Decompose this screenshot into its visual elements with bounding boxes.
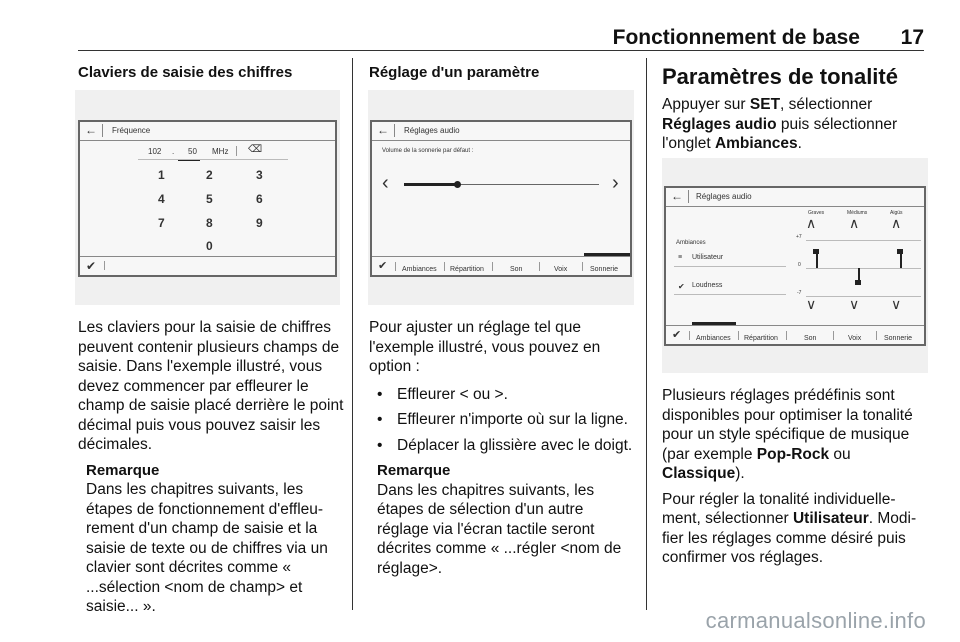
scale-top: +7 [796,234,802,240]
graves-up-icon: ∧ [806,215,817,231]
decrease-arrow-icon: ‹ [382,172,389,194]
entry-point: . [172,147,175,156]
increase-arrow-icon: › [612,172,619,194]
section-heading: Réglage d'un paramètre [369,64,540,81]
note-text: Dans les chapitres suivants, les étapes de fonctionnement d'effleu-rement d'un champ de saisie et la saisie de texte ou de chiffres via un clavier sont décrites comme « ...sélection <nom de champ> et saisie... ». [86,481,328,615]
paragraph: Les claviers pour la saisie de chiffres peuvent contenir plusieurs champs de saisie. Dans l'exemple illustré, vous devez commencer par effleurer le champ de saisie placé derrière le point décimal puis vous pouvez saisir les décimales. [78,319,344,453]
aigus-down-icon: ∨ [891,296,902,312]
screen-title: Réglages audio [404,126,460,135]
mediums-up-icon: ∧ [849,215,860,231]
page-title: Fonctionnement de base [612,26,860,49]
key-4: 4 [158,192,165,206]
slider-screen [370,120,632,277]
graves-down-icon: ∨ [806,296,817,312]
key-9: 9 [256,216,263,230]
key-0: 0 [206,239,213,253]
backspace-icon: ⌫ [248,144,263,155]
key-5: 5 [206,192,213,206]
paragraph: Pour régler la tonalité individuelle-ment, sélectionner Utilisateur. Modi-fier les réglages comme désiré puis confirmer vos réglages. [662,490,917,566]
screen-title: Réglages audio [696,192,752,201]
preset-loudness: Loudness [692,282,723,289]
tone-screen [664,186,926,346]
screen-titlebar [666,188,924,207]
back-icon: ← [377,123,389,137]
section-heading: Claviers de saisie des chiffres [78,64,293,81]
screen-footer [80,256,335,275]
bullet-list [369,385,639,456]
page-header [78,24,924,51]
slider-screenshot [368,90,634,305]
loudness-check-icon: ✔ [678,282,685,291]
column-mediums: Médiums [847,210,868,216]
graves-knob [813,249,819,254]
tab-repartition: Répartition [450,266,484,273]
bullet-item: • Effleurer < ou >. [369,385,639,405]
col1-body [78,318,344,617]
column-3 [662,64,932,154]
paragraph: Pour ajuster un réglage tel que l'exemple illustré, vous pouvez en option : [369,319,601,375]
preset-utilisateur: Utilisateur [692,254,724,261]
key-2: 2 [206,168,213,182]
key-8: 8 [206,216,213,230]
tone-screenshot [662,158,928,373]
tab-repartition: Répartition [744,335,778,342]
slider-fill [404,183,456,186]
tab-ambiances: Ambiances [402,266,437,273]
keypad-screenshot [75,90,340,305]
screen-title: Fréquence [112,126,151,135]
scale-bottom: -7 [797,290,802,296]
confirm-check-icon: ✔ [378,260,388,272]
tab-son: Son [804,335,817,342]
tab-bar [666,325,924,344]
back-icon: ← [85,123,97,137]
section-heading: Paramètres de tonalité [662,64,898,89]
tab-ambiances: Ambiances [696,335,731,342]
bullet-item: • Effleurer n'importe où sur la ligne. [369,410,639,430]
back-icon: ← [671,189,683,203]
tab-sonnerie: Sonnerie [884,335,913,342]
entry-unit: MHz [212,147,229,156]
col3-body [662,386,934,568]
note-title: Remarque [86,461,160,479]
column-1 [78,64,342,81]
entry-integer: 102 [148,147,162,156]
screen-titlebar [372,122,630,141]
note-text: Dans les chapitres suivants, les étapes de sélection d'un autre réglage via l'écran tactile seront décrites comme « ...régler <nom de réglage>. [377,481,622,577]
column-divider [352,58,353,610]
paragraph: Plusieurs réglages prédéfinis sont disponibles pour optimiser la tonalité pour un style spécifique de musique (par exemple Pop-Rock ou Classique). [662,387,913,482]
key-3: 3 [256,168,263,182]
tab-voix: Voix [554,266,568,273]
entry-decimal: 50 [188,147,197,156]
active-tab-indicator [692,322,736,325]
aigus-knob [897,249,903,254]
intro-paragraph: Appuyer sur SET, sélectionner Réglages audio puis sélectionner l'onglet Ambiances. [662,96,898,152]
scale-mid: 0 [798,262,801,268]
watermark: carmanualsonline.info [705,608,926,633]
tab-bar [372,256,630,275]
column-graves: Graves [808,210,825,216]
column-2 [369,64,635,81]
key-7: 7 [158,216,165,230]
setting-label: Volume de la sonnerie par défaut : [382,148,474,154]
preset-group-label: Ambiances [676,240,706,246]
mediums-down-icon: ∨ [849,296,860,312]
tab-sonnerie: Sonnerie [590,266,619,273]
col2-body [369,318,639,578]
aigus-up-icon: ∧ [891,215,902,231]
user-preset-icon: ≡ [678,254,683,261]
column-aigus: Aigüs [890,210,903,216]
mediums-knob [855,280,861,285]
slider-knob [454,181,461,188]
confirm-check-icon: ✔ [86,259,97,273]
column-divider [646,58,647,610]
key-1: 1 [158,168,165,182]
key-6: 6 [256,192,263,206]
confirm-check-icon: ✔ [672,329,682,341]
note-title: Remarque [377,462,451,479]
bullet-item: • Déplacer la glissière avec le doigt. [369,436,639,456]
keypad-screen [78,120,337,277]
page-number: 17 [900,26,924,49]
tab-voix: Voix [848,335,862,342]
tab-son: Son [510,266,523,273]
active-tab-indicator [584,253,630,256]
screen-titlebar [80,122,335,141]
